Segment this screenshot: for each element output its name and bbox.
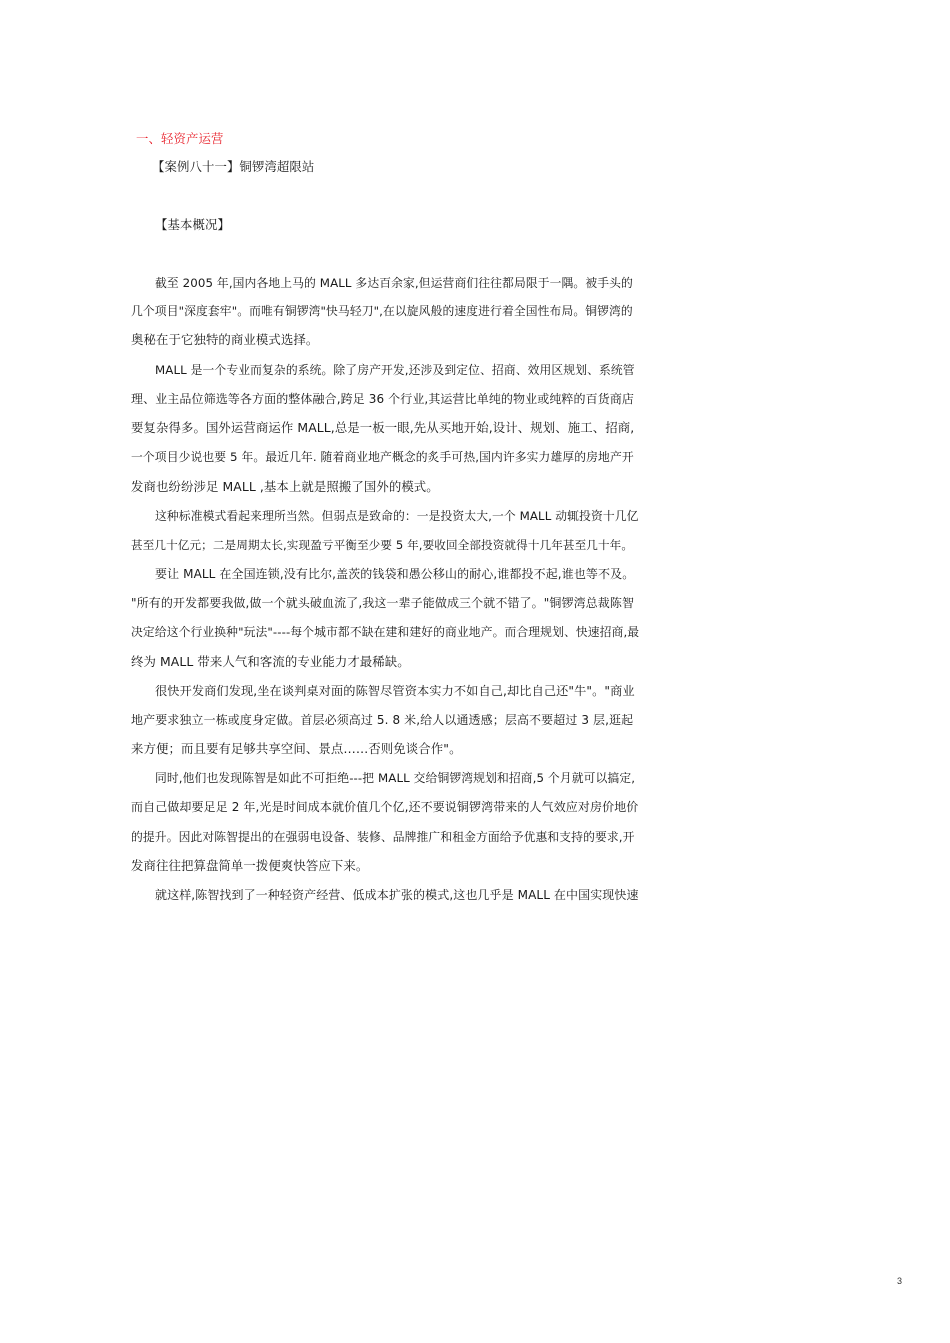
body-line: 的提升。因此对陈智提出的在强弱电设备、装修、品牌推广和租金方面给予优惠和支持的要求,开 bbox=[131, 830, 635, 844]
body-line: 很快开发商们发现,坐在谈判桌对面的陈智尽管资本实力不如自己,却比自己还"牛"。"商业 bbox=[155, 684, 635, 698]
body-line: 地产要求独立一栋或度身定做。首层必须高过 5. 8 米,给人以通透感；层高不要超过 3 层,逛起 bbox=[131, 713, 634, 727]
body-line: 同时,他们也发现陈智是如此不可拒绝---把 MALL 交给铜锣湾规划和招商,5 个月就可以搞定, bbox=[155, 771, 636, 785]
body-line: 理、业主品位筛选等各方面的整体融合,跨足 36 个行业,其运营比单纯的物业或纯粹的百货商店 bbox=[131, 392, 635, 406]
body-line: 甚至几十亿元；二是周期太长,实现盈亏平衡至少要 5 年,要收回全部投资就得十几年甚至几十年。 bbox=[131, 538, 634, 552]
body-line: 发商也纷纷涉足 MALL ,基本上就是照搬了国外的模式。 bbox=[131, 479, 439, 494]
body-line: 奥秘在于它独特的商业模式选择。 bbox=[131, 332, 319, 347]
body-line: 一个项目少说也要 5 年。最近几年. 随着商业地产概念的炙手可热,国内许多实力雄厚的房地产开 bbox=[131, 450, 634, 464]
subheading: 【基本概况】 bbox=[155, 217, 230, 232]
body-line: 要让 MALL 在全国连锁,没有比尔,盖茨的钱袋和愚公移山的耐心,谁都投不起,谁也等不及。 bbox=[155, 567, 635, 581]
body-line: MALL 是一个专业而复杂的系统。除了房产开发,还涉及到定位、招商、效用区规划、系统管 bbox=[155, 363, 635, 377]
body-line: "所有的开发都要我做,做一个就头破血流了,我这一辈子能做成三个就不错了。"铜锣湾总裁陈智 bbox=[131, 596, 635, 610]
body-line: 这种标准模式看起来理所当然。但弱点是致命的：一是投资太大,一个 MALL 动辄投资十几亿 bbox=[155, 509, 639, 523]
page-number: 3 bbox=[897, 1276, 903, 1286]
body-line: 而自己做却要足足 2 年,光是时间成本就价值几个亿,还不要说铜锣湾带来的人气效应对房价地价 bbox=[131, 800, 639, 814]
body-line: 终为 MALL 带来人气和客流的专业能力才最稀缺。 bbox=[131, 654, 410, 669]
body-line: 截至 2005 年,国内各地上马的 MALL 多达百余家,但运营商们往往都局限于一隅。被手头的 bbox=[155, 276, 633, 290]
body-line: 发商往往把算盘简单一拨便爽快答应下来。 bbox=[131, 858, 369, 873]
body-line: 要复杂得多。国外运营商运作 MALL,总是一板一眼,先从买地开始,设计、规划、施工、招商, bbox=[131, 420, 635, 435]
body-line: 就这样,陈智找到了一种轻资产经营、低成本扩张的模式,这也几乎是 MALL 在中国实现快速 bbox=[155, 888, 639, 902]
body-line: 几个项目"深度套牢"。而唯有铜锣湾"快马轻刀",在以旋风般的速度进行着全国性布局。铜锣湾的 bbox=[131, 304, 633, 318]
body-line: 来方便；而且要有足够共享空间、景点……否则免谈合作"。 bbox=[131, 741, 462, 756]
case-title: 【案例八十一】铜锣湾超限站 bbox=[152, 159, 315, 174]
body-line: 决定给这个行业换种"玩法"----每个城市都不缺在建和建好的商业地产。而合理规划、快速招商,最 bbox=[131, 625, 640, 639]
section-title: 一、轻资产运营 bbox=[136, 131, 224, 146]
